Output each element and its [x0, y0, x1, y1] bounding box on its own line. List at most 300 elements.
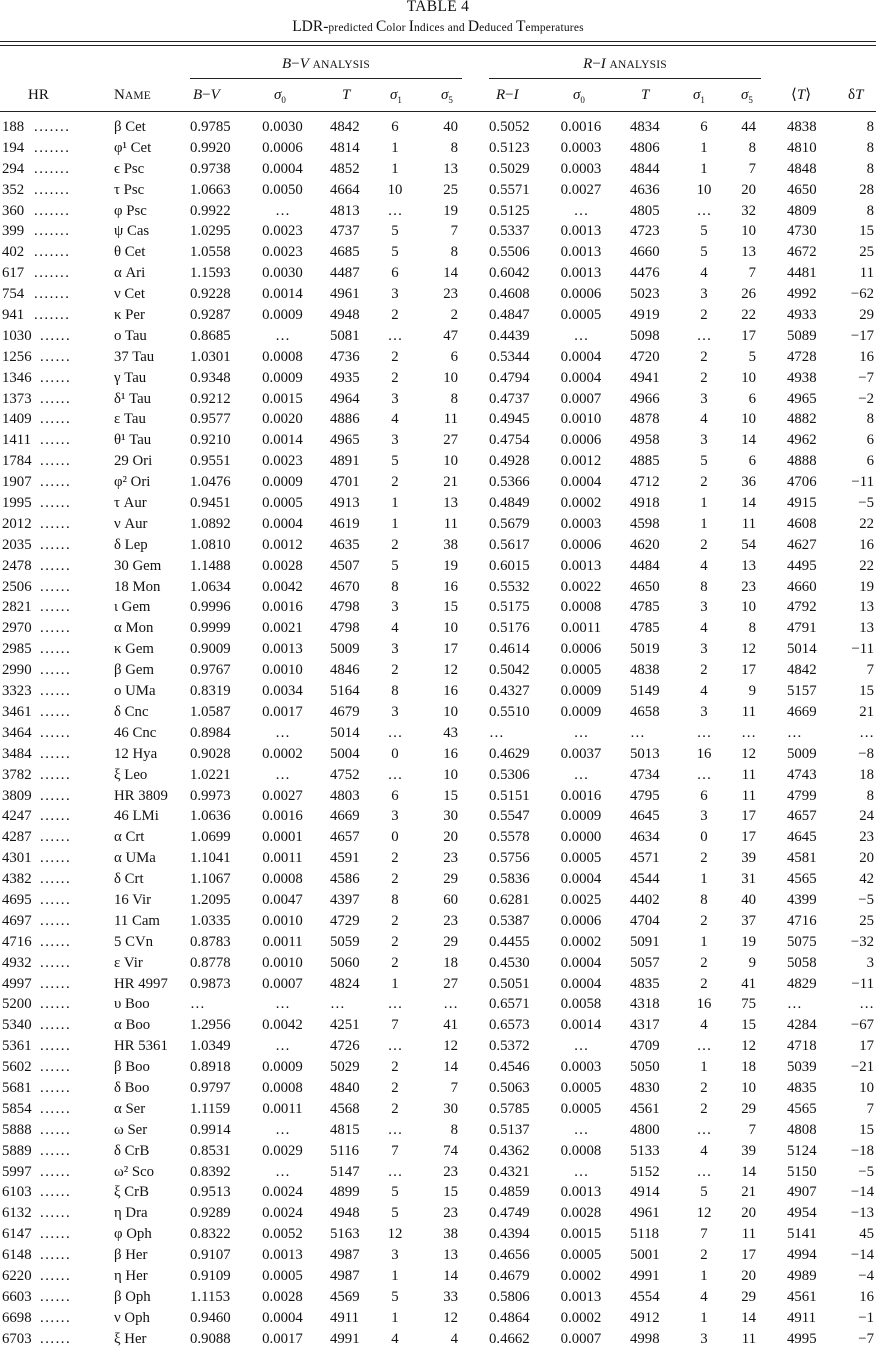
cell-sigma1-bv: 1 — [391, 139, 399, 156]
cell-sigma5-bv: 11 — [443, 515, 458, 532]
cell-sigma5-ri: 39 — [741, 1142, 756, 1159]
cell-dt: −62 — [850, 286, 874, 303]
cell-sigma0-ri: 0.0013 — [560, 557, 602, 574]
cell-bv: 0.9109 — [190, 1267, 231, 1284]
cell-ri: 0.4662 — [489, 1330, 530, 1347]
cell-sigma1-bv: 3 — [391, 703, 399, 720]
cell-sigma5-ri: 7 — [748, 265, 756, 282]
cell-t-bv: 4846 — [330, 662, 360, 679]
cell-hr: 5361 — [2, 1038, 32, 1055]
cell-dt: −18 — [850, 1142, 874, 1159]
cell-sigma1-bv: 1 — [391, 1267, 399, 1284]
cell-sigma1-bv: … — [387, 1038, 403, 1055]
cell-sigma0-ri: … — [573, 766, 589, 783]
cell-bv: 1.0558 — [190, 244, 231, 261]
cell-name: τ Psc — [114, 181, 145, 198]
cell-hr: 5889 — [2, 1142, 32, 1159]
cell-sigma1-bv: 3 — [391, 286, 399, 303]
cell-sigma5-ri: 18 — [741, 1059, 756, 1076]
cell-sigma5-bv: 8 — [450, 1121, 458, 1138]
table-row — [0, 347, 876, 368]
cell-dt: 13 — [859, 599, 874, 616]
cell-t-bv: 4948 — [330, 1205, 360, 1222]
cell-t-bv: … — [330, 996, 345, 1013]
cell-sigma0-bv: 0.0030 — [262, 119, 303, 135]
cell-sigma5-ri: 9 — [748, 683, 756, 700]
cell-dt: 29 — [859, 307, 874, 324]
cell-sigma1-bv: … — [387, 1121, 403, 1138]
cell-hr: 3484 — [2, 745, 32, 762]
group-rule-ri — [489, 78, 761, 79]
cell-sigma0-bv: 0.0050 — [262, 181, 303, 198]
cell-t-bv: 4852 — [330, 160, 360, 177]
cell-dt: … — [859, 724, 874, 741]
cell-sigma1-ri: 6 — [700, 119, 708, 135]
cell-ri: 0.5125 — [489, 202, 530, 219]
cell-name: 46 Cnc — [114, 724, 157, 741]
cell-sigma0-ri: 0.0003 — [560, 139, 602, 156]
cell-sigma1-bv: 5 — [391, 244, 399, 261]
cell-t-bv: 4961 — [330, 286, 360, 303]
cell-dt: 28 — [859, 181, 874, 198]
cell-t-ri: 4660 — [630, 244, 660, 261]
cell-dt: 19 — [859, 578, 874, 595]
cell-sigma1-bv: 2 — [391, 307, 399, 324]
cell-ri: 0.6042 — [489, 265, 530, 282]
cell-sigma1-ri: … — [696, 724, 712, 741]
cell-hr: 294 — [2, 160, 25, 177]
cell-t-ri: 5013 — [630, 745, 660, 762]
cell-t-ri: 4317 — [630, 1017, 660, 1034]
cell-dt: 16 — [859, 348, 874, 365]
cell-sigma5-bv: 2 — [450, 307, 458, 324]
cell-t-ri: 5019 — [630, 641, 660, 658]
cell-bv: 0.9922 — [190, 202, 231, 219]
cell-t-bv: 4635 — [330, 536, 360, 553]
top-rule — [0, 41, 876, 42]
cell-sigma5-bv: 8 — [450, 139, 458, 156]
cell-bv: 1.1041 — [190, 850, 231, 867]
cell-sigma1-ri: 2 — [700, 912, 708, 929]
cell-bv: 1.0301 — [190, 348, 231, 365]
table-row — [0, 911, 876, 932]
cell-dt: 22 — [859, 515, 874, 532]
cell-bv: 0.8531 — [190, 1142, 231, 1159]
cell-t-ri: 5149 — [630, 683, 660, 700]
cell-t-bv: 4251 — [330, 1017, 360, 1034]
cell-t-bv: 4397 — [330, 891, 360, 908]
cell-dt: −5 — [858, 495, 874, 512]
cell-sigma1-ri: … — [696, 1163, 712, 1180]
cell-sigma5-ri: 17 — [741, 829, 756, 846]
cell-ri: 0.4321 — [489, 1163, 530, 1180]
cell-sigma5-ri: 41 — [741, 975, 756, 992]
cell-sigma0-ri: 0.0011 — [560, 620, 602, 637]
cell-sigma0-bv: 0.0052 — [262, 1226, 303, 1243]
cell-tmean: 4848 — [787, 160, 817, 177]
cell-dt: 18 — [859, 766, 874, 783]
cell-t-bv: 4891 — [330, 453, 360, 470]
cell-name: 46 LMi — [114, 808, 159, 825]
cell-sigma0-bv: 0.0028 — [262, 1288, 303, 1305]
cell-sigma0-ri: 0.0009 — [560, 683, 602, 700]
cell-name: β Oph — [114, 1288, 151, 1305]
cell-hr: 1907 — [2, 474, 32, 491]
cell-name: δ Boo — [114, 1079, 150, 1096]
cell-dt: 8 — [866, 787, 874, 804]
cell-sigma0-ri: 0.0008 — [560, 1142, 602, 1159]
cell-t-ri: 4966 — [630, 390, 660, 407]
table-row — [0, 681, 876, 702]
cell-sigma1-ri: 6 — [700, 787, 708, 804]
cell-sigma5-bv: 10 — [443, 766, 458, 783]
cell-sigma0-ri: 0.0004 — [560, 871, 602, 888]
cell-sigma5-ri: 13 — [741, 557, 756, 574]
cell-bv: 1.1067 — [190, 871, 231, 888]
cell-sigma5-bv: 12 — [443, 662, 458, 679]
cell-sigma0-ri: 0.0004 — [560, 954, 602, 971]
cell-tmean: 4743 — [787, 766, 817, 783]
leader-dots: ...... — [40, 829, 72, 846]
cell-sigma0-bv: 0.0011 — [262, 1100, 303, 1117]
cell-sigma0-bv: 0.0007 — [262, 975, 303, 992]
cell-name: 37 Tau — [114, 348, 155, 365]
cell-dt: … — [859, 996, 874, 1013]
cell-t-bv: 4729 — [330, 912, 360, 929]
leader-dots: ...... — [40, 515, 72, 532]
cell-t-bv: 4569 — [330, 1288, 360, 1305]
cell-sigma0-bv: 0.0024 — [262, 1184, 303, 1201]
cell-sigma5-bv: 16 — [443, 578, 458, 595]
leader-dots: ....... — [34, 286, 71, 303]
cell-t-ri: 4720 — [630, 348, 660, 365]
cell-bv: 0.8984 — [190, 724, 231, 741]
cell-tmean: 4915 — [787, 495, 817, 512]
cell-sigma1-bv: 2 — [391, 474, 399, 491]
cell-sigma0-bv: 0.0023 — [262, 244, 303, 261]
cell-dt: 8 — [866, 119, 874, 135]
cell-sigma0-bv: … — [275, 724, 290, 741]
table-row — [0, 221, 876, 242]
cell-tmean: 4829 — [787, 975, 817, 992]
cell-sigma0-bv: 0.0006 — [262, 139, 303, 156]
cell-sigma0-bv: 0.0016 — [262, 599, 303, 616]
cell-sigma1-bv: … — [387, 996, 403, 1013]
cell-tmean: 4995 — [787, 1330, 817, 1347]
cell-t-ri: 4318 — [630, 996, 660, 1013]
cell-ri: 0.5617 — [489, 536, 530, 553]
cell-t-ri: 4704 — [630, 912, 660, 929]
leader-dots: ...... — [40, 662, 72, 679]
cell-sigma1-bv: 8 — [391, 891, 399, 908]
cell-hr: 1995 — [2, 495, 32, 512]
cell-sigma5-bv: 7 — [450, 223, 458, 240]
cell-bv: 1.0663 — [190, 181, 231, 198]
cell-t-ri: 4961 — [630, 1205, 660, 1222]
cell-sigma5-ri: 11 — [741, 703, 756, 720]
cell-sigma5-ri: 5 — [748, 348, 756, 365]
cell-sigma1-bv: … — [387, 1163, 403, 1180]
cell-t-bv: 5004 — [330, 745, 360, 762]
cell-hr: 1346 — [2, 369, 32, 386]
cell-t-ri: 4805 — [630, 202, 660, 219]
cell-sigma5-ri: 10 — [741, 1079, 756, 1096]
cell-sigma5-ri: 11 — [741, 1226, 756, 1243]
cell-ri: 0.5506 — [489, 244, 530, 261]
cell-sigma0-bv: 0.0010 — [262, 912, 303, 929]
cell-sigma0-ri: … — [573, 1121, 589, 1138]
cell-t-bv: 4814 — [330, 139, 360, 156]
cell-dt: −5 — [858, 891, 874, 908]
cell-t-ri: 4636 — [630, 181, 660, 198]
table-row — [0, 1308, 876, 1329]
cell-bv: 1.2095 — [190, 891, 231, 908]
cell-sigma0-ri: 0.0016 — [560, 119, 602, 135]
cell-name: o Tau — [114, 327, 147, 344]
cell-ri: 0.5052 — [489, 119, 530, 135]
cell-dt: 15 — [859, 223, 874, 240]
leader-dots: ...... — [40, 1309, 72, 1326]
cell-sigma5-bv: 7 — [450, 1079, 458, 1096]
cell-sigma1-ri: 1 — [700, 871, 708, 888]
leader-dots: ...... — [40, 1163, 72, 1180]
cell-ri: 0.5547 — [489, 808, 530, 825]
leader-dots: ...... — [40, 620, 72, 637]
cell-sigma0-ri: 0.0002 — [560, 1309, 602, 1326]
leader-dots: ....... — [34, 265, 71, 282]
table-row — [0, 1141, 876, 1162]
cell-t-bv: 4752 — [330, 766, 360, 783]
table-body — [0, 117, 876, 1350]
cell-t-bv: 4798 — [330, 599, 360, 616]
cell-sigma1-ri: 1 — [700, 1309, 708, 1326]
cell-bv: 0.9767 — [190, 662, 231, 679]
cell-name: α Ari — [114, 265, 146, 282]
table-row — [0, 639, 876, 660]
cell-t-ri: 4844 — [630, 160, 660, 177]
cell-name: 12 Hya — [114, 745, 158, 762]
cell-ri: 0.5785 — [489, 1100, 530, 1117]
cell-sigma5-ri: 9 — [748, 954, 756, 971]
table-label: TABLE 4 — [406, 0, 470, 15]
cell-sigma5-ri: 15 — [741, 1017, 756, 1034]
cell-sigma5-bv: 19 — [443, 202, 458, 219]
leader-dots: ...... — [40, 1038, 72, 1055]
cell-sigma0-ri: 0.0009 — [560, 703, 602, 720]
cell-bv: 0.9210 — [190, 432, 231, 449]
cell-t-bv: 4657 — [330, 829, 360, 846]
cell-name: β Boo — [114, 1059, 150, 1076]
cell-sigma1-ri: 10 — [696, 181, 712, 198]
cell-tmean: … — [787, 996, 802, 1013]
cell-bv: 0.9028 — [190, 745, 231, 762]
cell-sigma0-bv: 0.0047 — [262, 891, 303, 908]
cell-sigma1-bv: 5 — [391, 1288, 399, 1305]
table-row — [0, 932, 876, 953]
cell-ri: 0.5029 — [489, 160, 530, 177]
cell-ri: 0.5063 — [489, 1079, 530, 1096]
cell-t-ri: 4806 — [630, 139, 660, 156]
table-row — [0, 242, 876, 263]
cell-dt: −8 — [858, 745, 874, 762]
cell-bv: 1.1159 — [190, 1100, 231, 1117]
leader-dots: ...... — [40, 912, 72, 929]
cell-sigma0-ri: … — [573, 724, 589, 741]
cell-sigma5-ri: 6 — [748, 390, 756, 407]
table-row — [0, 430, 876, 451]
top-rule-double — [0, 45, 876, 46]
cell-hr: 3323 — [2, 683, 32, 700]
cell-sigma0-ri: 0.0005 — [560, 307, 602, 324]
cell-t-ri: 4885 — [630, 453, 660, 470]
cell-sigma0-bv: … — [275, 1038, 290, 1055]
cell-name: θ¹ Tau — [114, 432, 152, 449]
cell-t-ri: 4734 — [630, 766, 660, 783]
cell-sigma1-ri: 1 — [700, 515, 708, 532]
cell-hr: 4382 — [2, 871, 32, 888]
cell-sigma0-bv: 0.0013 — [262, 1247, 303, 1264]
cell-ri: 0.4679 — [489, 1267, 530, 1284]
cell-dt: −5 — [858, 1163, 874, 1180]
cell-sigma5-ri: 36 — [741, 474, 756, 491]
table-row — [0, 409, 876, 430]
table-row — [0, 1224, 876, 1245]
cell-t-bv: 4591 — [330, 850, 360, 867]
cell-sigma0-bv: 0.0005 — [262, 495, 303, 512]
cell-t-bv: 5060 — [330, 954, 360, 971]
cell-sigma1-bv: 5 — [391, 557, 399, 574]
cell-tmean: 5157 — [787, 683, 817, 700]
cell-t-bv: 4803 — [330, 787, 360, 804]
leader-dots: ...... — [40, 599, 72, 616]
cell-sigma5-bv: 11 — [443, 411, 458, 428]
cell-ri: 0.5578 — [489, 829, 530, 846]
cell-sigma5-bv: 74 — [443, 1142, 458, 1159]
cell-tmean: 5039 — [787, 1059, 817, 1076]
leader-dots: ...... — [40, 996, 72, 1013]
cell-t-bv: 5147 — [330, 1163, 360, 1180]
cell-t-ri: 4402 — [630, 891, 660, 908]
cell-ri: 0.5051 — [489, 975, 530, 992]
table-row — [0, 1078, 876, 1099]
col-header-sigma1-bv: $\sigma_1$ — [390, 87, 402, 105]
cell-tmean: 4716 — [787, 912, 817, 929]
cell-sigma1-ri: 2 — [700, 1079, 708, 1096]
cell-sigma0-ri: 0.0008 — [560, 599, 602, 616]
table-row — [0, 974, 876, 995]
cell-sigma0-bv: 0.0029 — [262, 1142, 303, 1159]
table-row — [0, 138, 876, 159]
cell-bv: 0.9999 — [190, 620, 231, 637]
table-row — [0, 159, 876, 180]
cell-sigma0-bv: 0.0017 — [262, 703, 303, 720]
cell-sigma1-ri: 3 — [700, 286, 708, 303]
cell-tmean: 4994 — [787, 1247, 817, 1264]
cell-sigma5-bv: 43 — [443, 724, 458, 741]
cell-ri: 0.4455 — [489, 933, 530, 950]
cell-sigma0-bv: 0.0042 — [262, 1017, 303, 1034]
cell-sigma1-ri: 7 — [700, 1226, 708, 1243]
leader-dots: ...... — [40, 787, 72, 804]
cell-t-bv: 4726 — [330, 1038, 360, 1055]
table-row — [0, 263, 876, 284]
cell-sigma0-ri: 0.0013 — [560, 1184, 602, 1201]
cell-name: 16 Vir — [114, 891, 152, 908]
cell-sigma1-ri: 2 — [700, 850, 708, 867]
leader-dots: ...... — [40, 474, 72, 491]
leader-dots: ....... — [34, 202, 71, 219]
cell-sigma0-bv: 0.0009 — [262, 474, 303, 491]
cell-sigma5-bv: 8 — [450, 390, 458, 407]
cell-bv: 0.9009 — [190, 641, 231, 658]
cell-sigma5-bv: 29 — [443, 933, 458, 950]
cell-name: α Crt — [114, 829, 145, 846]
cell-sigma0-bv: 0.0024 — [262, 1205, 303, 1222]
leader-dots: ...... — [40, 975, 72, 992]
table-row — [0, 702, 876, 723]
cell-sigma1-ri: 1 — [700, 160, 708, 177]
cell-sigma0-ri: 0.0005 — [560, 850, 602, 867]
cell-tmean: 4581 — [787, 850, 817, 867]
cell-dt: −11 — [851, 474, 874, 491]
table-row — [0, 1203, 876, 1224]
table-row — [0, 472, 876, 493]
cell-sigma0-bv: 0.0004 — [262, 1309, 303, 1326]
cell-sigma1-bv: 12 — [387, 1226, 403, 1243]
cell-sigma0-ri: 0.0006 — [560, 286, 602, 303]
cell-t-ri: … — [630, 724, 645, 741]
table-row — [0, 597, 876, 618]
cell-tmean: 4808 — [787, 1121, 817, 1138]
cell-t-ri: 4709 — [630, 1038, 660, 1055]
cell-sigma0-ri: 0.0013 — [560, 1288, 602, 1305]
cell-hr: 941 — [2, 307, 25, 324]
cell-tmean: 4933 — [787, 307, 817, 324]
leader-dots: ....... — [34, 307, 71, 324]
cell-ri: 0.5387 — [489, 912, 530, 929]
cell-tmean: 4882 — [787, 411, 817, 428]
cell-t-bv: 4664 — [330, 181, 360, 198]
table-row — [0, 786, 876, 807]
cell-bv: 1.0892 — [190, 515, 231, 532]
cell-bv: 1.0636 — [190, 808, 231, 825]
cell-ri: 0.5836 — [489, 871, 530, 888]
cell-tmean: 4954 — [787, 1205, 817, 1222]
cell-tmean: … — [787, 724, 802, 741]
cell-name: α Boo — [114, 1017, 151, 1034]
col-header-sigma5-bv: $\sigma_5$ — [441, 87, 453, 105]
cell-sigma1-bv: 1 — [391, 160, 399, 177]
cell-sigma0-bv: 0.0023 — [262, 223, 303, 240]
cell-ri: 0.4849 — [489, 495, 530, 512]
cell-sigma5-ri: 13 — [741, 244, 756, 261]
cell-ri: 0.4859 — [489, 1184, 530, 1201]
cell-t-bv: 5014 — [330, 724, 360, 741]
cell-dt: −17 — [850, 327, 874, 344]
cell-sigma1-ri: 2 — [700, 348, 708, 365]
cell-sigma0-ri: 0.0015 — [560, 1226, 602, 1243]
cell-sigma5-ri: 17 — [741, 662, 756, 679]
cell-sigma1-bv: 6 — [391, 787, 399, 804]
leader-dots: ...... — [40, 766, 72, 783]
cell-sigma0-bv: 0.0016 — [262, 808, 303, 825]
cell-sigma1-ri: 2 — [700, 975, 708, 992]
cell-t-bv: 4619 — [330, 515, 360, 532]
cell-bv: 1.0295 — [190, 223, 231, 240]
cell-sigma5-bv: 41 — [443, 1017, 458, 1034]
leader-dots: ...... — [40, 871, 72, 888]
col-header-name: NAME — [114, 87, 151, 103]
